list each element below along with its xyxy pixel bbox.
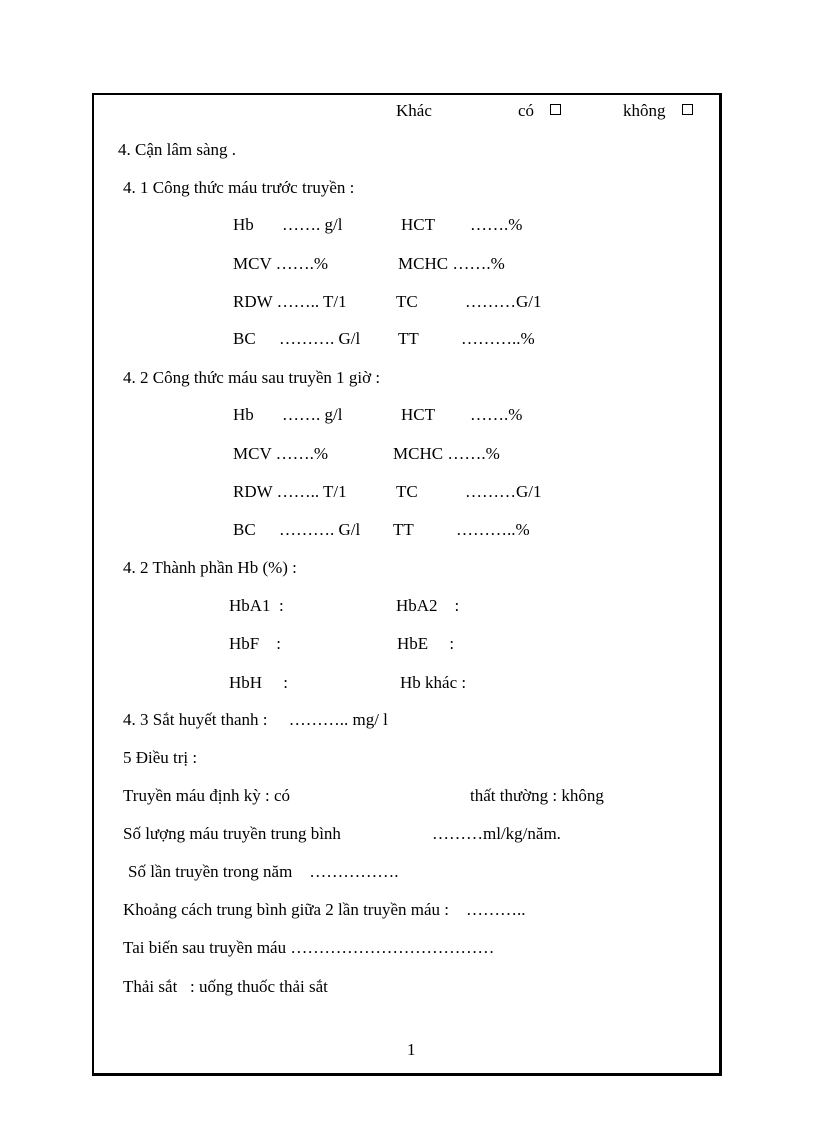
page-number: 1 xyxy=(407,1040,416,1059)
before-hct-label: HCT xyxy=(401,215,435,234)
transfusion-complication-field: Tai biến sau truyền máu ……………………………… xyxy=(123,938,495,957)
no-option[interactable] xyxy=(623,101,693,121)
irregular-transfusion-field: thất thường : không xyxy=(470,786,604,805)
before-tc-label: TC xyxy=(396,292,418,311)
transfusions-per-year-field: Số lần truyền trong năm ……………. xyxy=(128,862,399,881)
regular-transfusion-field: Truyền máu định kỳ : có xyxy=(123,786,291,805)
after-hb-value: ……. g/l xyxy=(282,405,343,424)
before-bc-label: BC xyxy=(233,329,256,348)
before-hct-value: …….% xyxy=(470,215,523,234)
before-transfusion-heading: 4. 1 Công thức máu trước truyền : xyxy=(123,178,355,197)
after-tc-label: TC xyxy=(396,482,418,501)
after-tt-label: TT xyxy=(393,520,414,539)
yes-checkbox[interactable] xyxy=(550,104,561,115)
after-rdw: RDW …….. T/1 xyxy=(233,482,347,501)
iron-chelation-field: Thải sắt : uống thuốc thải sắt xyxy=(123,977,328,996)
before-hb-value: ……. g/l xyxy=(282,215,343,234)
before-mcv: MCV …….% xyxy=(233,254,329,273)
average-volume-label: Số lượng máu truyền trung bình xyxy=(123,824,341,843)
before-mchc: MCHC …….% xyxy=(398,254,505,273)
serum-iron-field: 4. 3 Sắt huyết thanh : ……….. mg/ l xyxy=(123,710,388,729)
hbh-field: HbH : xyxy=(229,673,289,692)
after-mchc: MCHC …….% xyxy=(393,444,500,463)
after-hct-label: HCT xyxy=(401,405,435,424)
after-bc-label: BC xyxy=(233,520,256,539)
after-hct-value: …….% xyxy=(470,405,523,424)
before-tt-value: ………..% xyxy=(461,329,535,348)
hba2-field: HbA2 : xyxy=(396,596,460,615)
no-label: không xyxy=(623,101,666,120)
before-tt-label: TT xyxy=(398,329,419,348)
after-transfusion-heading: 4. 2 Công thức máu sau truyền 1 giờ : xyxy=(123,368,381,387)
after-tc-value: ………G/1 xyxy=(465,482,542,501)
before-rdw: RDW …….. T/1 xyxy=(233,292,347,311)
treatment-heading: 5 Điều trị : xyxy=(123,748,198,767)
before-bc-value: ………. G/l xyxy=(279,329,361,348)
after-tt-value: ………..% xyxy=(456,520,530,539)
average-volume-value: ………ml/kg/năm. xyxy=(432,824,561,843)
section-4-heading: 4. Cận lâm sàng . xyxy=(118,140,237,159)
after-hb-label: Hb xyxy=(233,405,254,424)
after-mcv: MCV …….% xyxy=(233,444,329,463)
no-checkbox[interactable] xyxy=(682,104,693,115)
transfusion-interval-field: Khoảng cách trung bình giữa 2 lần truyền máu : ……….. xyxy=(123,900,526,919)
page-border xyxy=(92,93,722,1076)
other-label: Khác xyxy=(396,101,432,120)
after-bc-value: ………. G/l xyxy=(279,520,361,539)
hb-composition-heading: 4. 2 Thành phần Hb (%) : xyxy=(123,558,297,577)
yes-label: có xyxy=(518,101,535,120)
hb-other-field: Hb khác : xyxy=(400,673,467,692)
hbf-field: HbF : xyxy=(229,634,281,653)
yes-option[interactable] xyxy=(518,101,561,121)
before-tc-value: ………G/1 xyxy=(465,292,542,311)
before-hb-label: Hb xyxy=(233,215,254,234)
hba1-field: HbA1 : xyxy=(229,596,284,615)
hbe-field: HbE : xyxy=(397,634,455,653)
